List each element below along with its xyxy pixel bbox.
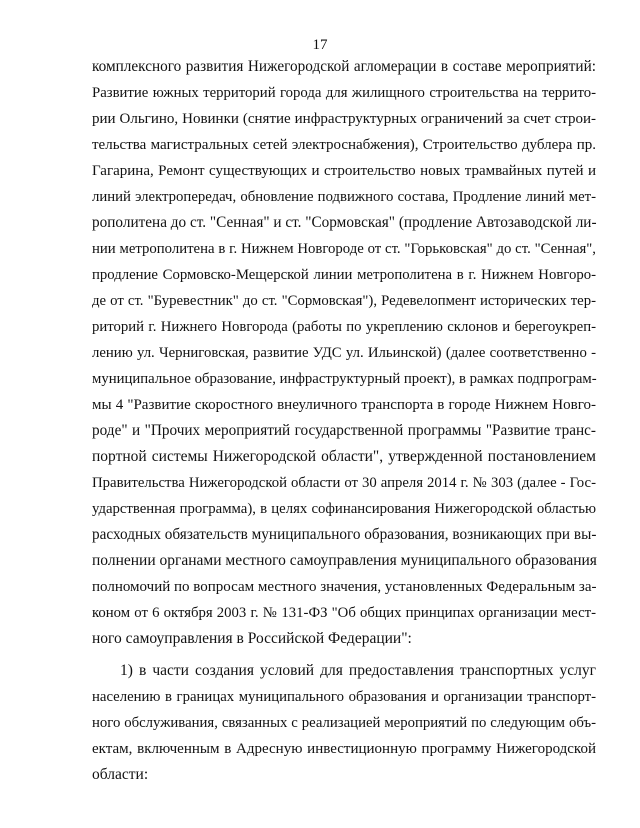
text-line: линий электропередач, обновление подвижного состава, Продление линий мет- xyxy=(92,189,596,205)
text-line: ного самоуправления в Российской Федерации": xyxy=(92,630,412,647)
text-line: Правительства Нижегородской области от 30 апреля 2014 г. № 303 (далее - Гос- xyxy=(92,475,596,491)
text-line: полнении органами местного самоуправления муниципального образования xyxy=(92,552,597,569)
text-line: населению в границах муниципального образования и организации транспорт- xyxy=(92,689,596,705)
text-line: Развитие южных территорий города для жилищного строительства на террито- xyxy=(92,85,596,101)
text-line: рии Ольгино, Новинки (снятие инфраструктурных ограничений за счет строи- xyxy=(92,111,596,127)
page-number: 17 xyxy=(312,37,328,53)
text-line: нии метрополитена в г. Нижнем Новгороде от ст. "Горьковская" до ст. "Сенная", xyxy=(92,241,596,257)
text-line: расходных обязательств муниципального образования, возникающих при вы- xyxy=(92,526,597,543)
text-line: коном от 6 октября 2003 г. № 131-ФЗ "Об общих принципах организации мест- xyxy=(92,605,596,621)
text-line: роде" и "Прочих мероприятий государственной программы "Развитие транс- xyxy=(92,422,596,439)
text-line: полномочий по вопросам местного значения, установленных Федеральным за- xyxy=(92,579,597,595)
text-line: муниципальное образование, инфраструктурный проект), в рамках подпрограм- xyxy=(92,371,597,387)
text-line: ектам, включенным в Адресную инвестиционную программу Нижегородской xyxy=(92,741,596,757)
text-line: рополитена до ст. "Сенная" и ст. "Сормовская" (продление Автозаводской ли- xyxy=(92,214,597,231)
text-line: 1) в части создания условий для предоставления транспортных услуг xyxy=(120,662,596,679)
text-line: лению ул. Черниговская, развитие УДС ул. Ильинской) (далее соответственно - xyxy=(92,345,596,361)
text-line: ударственная программа), в целях софинансирования Нижегородской областью xyxy=(92,501,596,517)
text-line: де от ст. "Буревестник" до ст. "Сормовская"), Редевелопмент исторических тер- xyxy=(92,293,596,309)
text-line: риторий г. Нижнего Новгорода (работы по укреплению склонов и берегоукреп- xyxy=(92,319,596,335)
text-line: продление Сормовско-Мещерской линии метрополитена в г. Нижнем Новгоро- xyxy=(92,267,596,283)
text-line: области: xyxy=(92,766,149,783)
text-line: тельства магистральных сетей электроснабжения), Строительство дублера пр. xyxy=(92,137,596,153)
text-line: портной системы Нижегородской области", утвержденной постановлением xyxy=(92,448,596,465)
text-line: Гагарина, Ремонт существующих и строительство новых трамвайных путей и xyxy=(92,163,596,179)
text-line: мы 4 "Развитие скоростного внеуличного транспорта в городе Нижнем Новго- xyxy=(92,397,596,413)
text-line: ного обслуживания, связанных с реализацией мероприятий по следующим объ- xyxy=(92,715,596,731)
text-line: комплексного развития Нижегородской агломерации в составе мероприятий: xyxy=(92,58,596,75)
